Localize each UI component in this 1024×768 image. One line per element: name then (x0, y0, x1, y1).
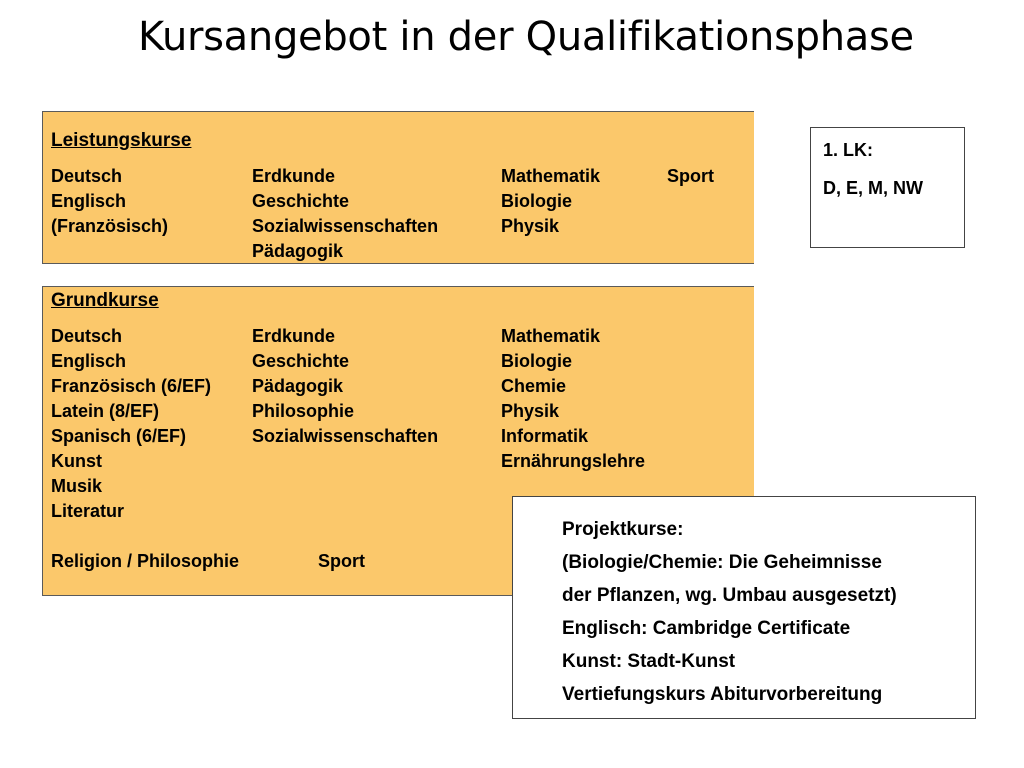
course-item: Physik (501, 216, 560, 236)
course-item: Chemie (501, 376, 567, 396)
course-item: Englisch (51, 351, 127, 371)
grundkurse-heading: Grundkurse (51, 290, 159, 311)
course-item: Mathematik (501, 166, 601, 186)
projektkurs-line: Englisch: Cambridge Certificate (562, 618, 851, 639)
first-lk-box (810, 127, 965, 248)
projektkurs-line: der Pflanzen, wg. Umbau ausgesetzt) (562, 585, 897, 606)
course-item: Englisch (51, 191, 127, 211)
course-item: Geschichte (252, 191, 350, 211)
projektkurse-heading: Projektkurse: (562, 519, 684, 540)
course-item: Deutsch (51, 326, 123, 346)
course-item: Deutsch (51, 166, 123, 186)
projektkurse-box (512, 496, 976, 719)
lk-column-sport (667, 164, 714, 189)
gk-sport: Sport (318, 551, 365, 571)
course-item: Sport (667, 166, 714, 186)
course-item: Geschichte (252, 351, 350, 371)
course-item: Spanisch (6/EF) (51, 426, 187, 446)
course-item: Kunst (51, 451, 102, 471)
gk-column-science (501, 324, 645, 474)
leistungskurse-box (42, 111, 754, 264)
course-item: Französisch (6/EF) (51, 376, 212, 396)
leistungskurse-heading: Leistungskurse (51, 130, 192, 151)
course-item: Mathematik (501, 326, 601, 346)
projektkurs-line: Kunst: Stadt-Kunst (562, 651, 736, 672)
first-lk-subjects: D, E, M, NW (823, 178, 923, 198)
course-item: Biologie (501, 191, 572, 211)
course-item: Ernährungslehre (501, 451, 646, 471)
gk-column-languages-arts (51, 324, 211, 524)
course-item: Latein (8/EF) (51, 401, 160, 421)
page-title: Kursangebot in der Qualifikationsphase (138, 14, 914, 60)
course-item: Physik (501, 401, 560, 421)
course-item: Informatik (501, 426, 589, 446)
lk-column-social (252, 164, 438, 264)
projektkurs-line: (Biologie/Chemie: Die Geheimnisse (562, 552, 882, 573)
course-item: Pädagogik (252, 241, 344, 261)
course-item: Erdkunde (252, 326, 336, 346)
course-item: Sozialwissenschaften (252, 216, 439, 236)
lk-column-languages (51, 164, 168, 239)
course-item: (Französisch) (51, 216, 169, 236)
course-item: Philosophie (252, 401, 355, 421)
projektkurs-line: Vertiefungskurs Abiturvorbereitung (562, 684, 883, 705)
gk-religion-philosophie: Religion / Philosophie (51, 551, 240, 571)
course-item: Biologie (501, 351, 572, 371)
first-lk-label: 1. LK: (823, 140, 874, 160)
lk-column-science (501, 164, 600, 239)
course-item: Sozialwissenschaften (252, 426, 439, 446)
course-item: Erdkunde (252, 166, 336, 186)
course-item: Literatur (51, 501, 125, 521)
course-item: Musik (51, 476, 103, 496)
course-item: Pädagogik (252, 376, 344, 396)
gk-column-social (252, 324, 438, 449)
